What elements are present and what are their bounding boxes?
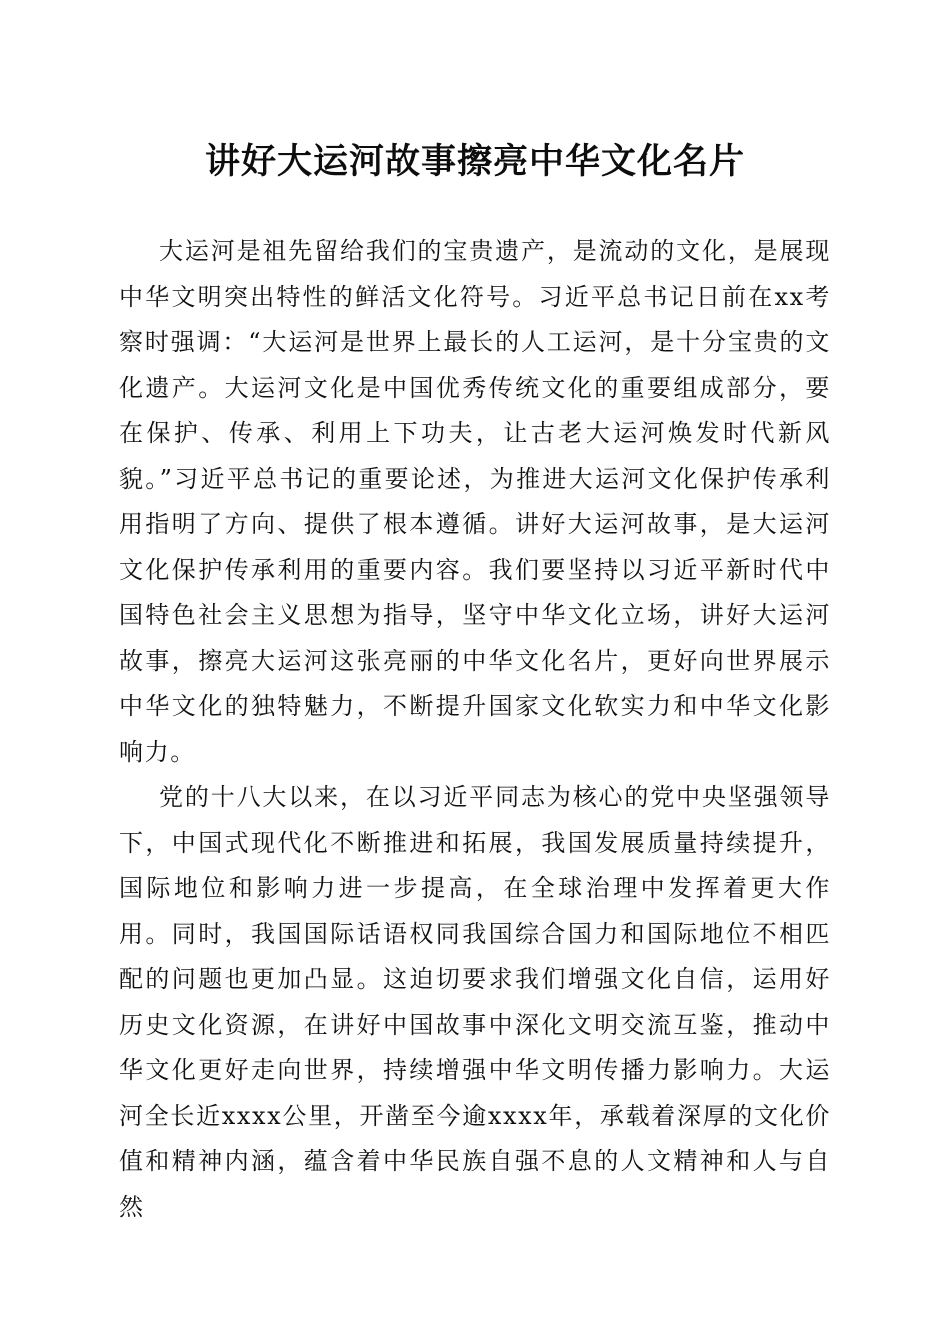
paragraph: 党的十八大以来，在以习近平同志为核心的党中央坚强领导下，中国式现代化不断推进和拓展，我国发展质量持续提升，国际地位和影响力进一步提高，在全球治理中发挥着更大作用。同时，我国国际话语权同我国综合国力和国际地位不相匹配的问题也更加凸显。这迫切要求我们增强文化自信，运用好历史文化资源，在讲好中国故事中深化文明交流互鉴，推动中华文化更好走向世界，持续增强中华文明传播力影响力。大运河全长近xxxx公里，开凿至今逾xxxx年，承载着深厚的文化价值和精神内涵，蕴含着中华民族自强不息的人文精神和人与自然 <box>119 783 831 1221</box>
document-body <box>119 229 831 1230</box>
document-title: 讲好大运河故事擦亮中华文化名片 <box>204 141 745 182</box>
paragraph: 大运河是祖先留给我们的宝贵遗产，是流动的文化，是展现中华文明突出特性的鲜活文化符号。习近平总书记日前在xx考察时强调：“大运河是世界上最长的人工运河，是十分宝贵的文化遗产。大运河文化是中国优秀传统文化的重要组成部分，要在保护、传承、利用上下功夫，让古老大运河焕发时代新风貌。”习近平总书记的重要论述，为推进大运河文化保护传承利用指明了方向、提供了根本遵循。讲好大运河故事，是大运河文化保护传承利用的重要内容。我们要坚持以习近平新时代中国特色社会主义思想为指导，坚守中华文化立场，讲好大运河故事，擦亮大运河这张亮丽的中华文化名片，更好向世界展示中华文化的独特魅力，不断提升国家文化软实力和中华文化影响力。 <box>119 237 831 766</box>
